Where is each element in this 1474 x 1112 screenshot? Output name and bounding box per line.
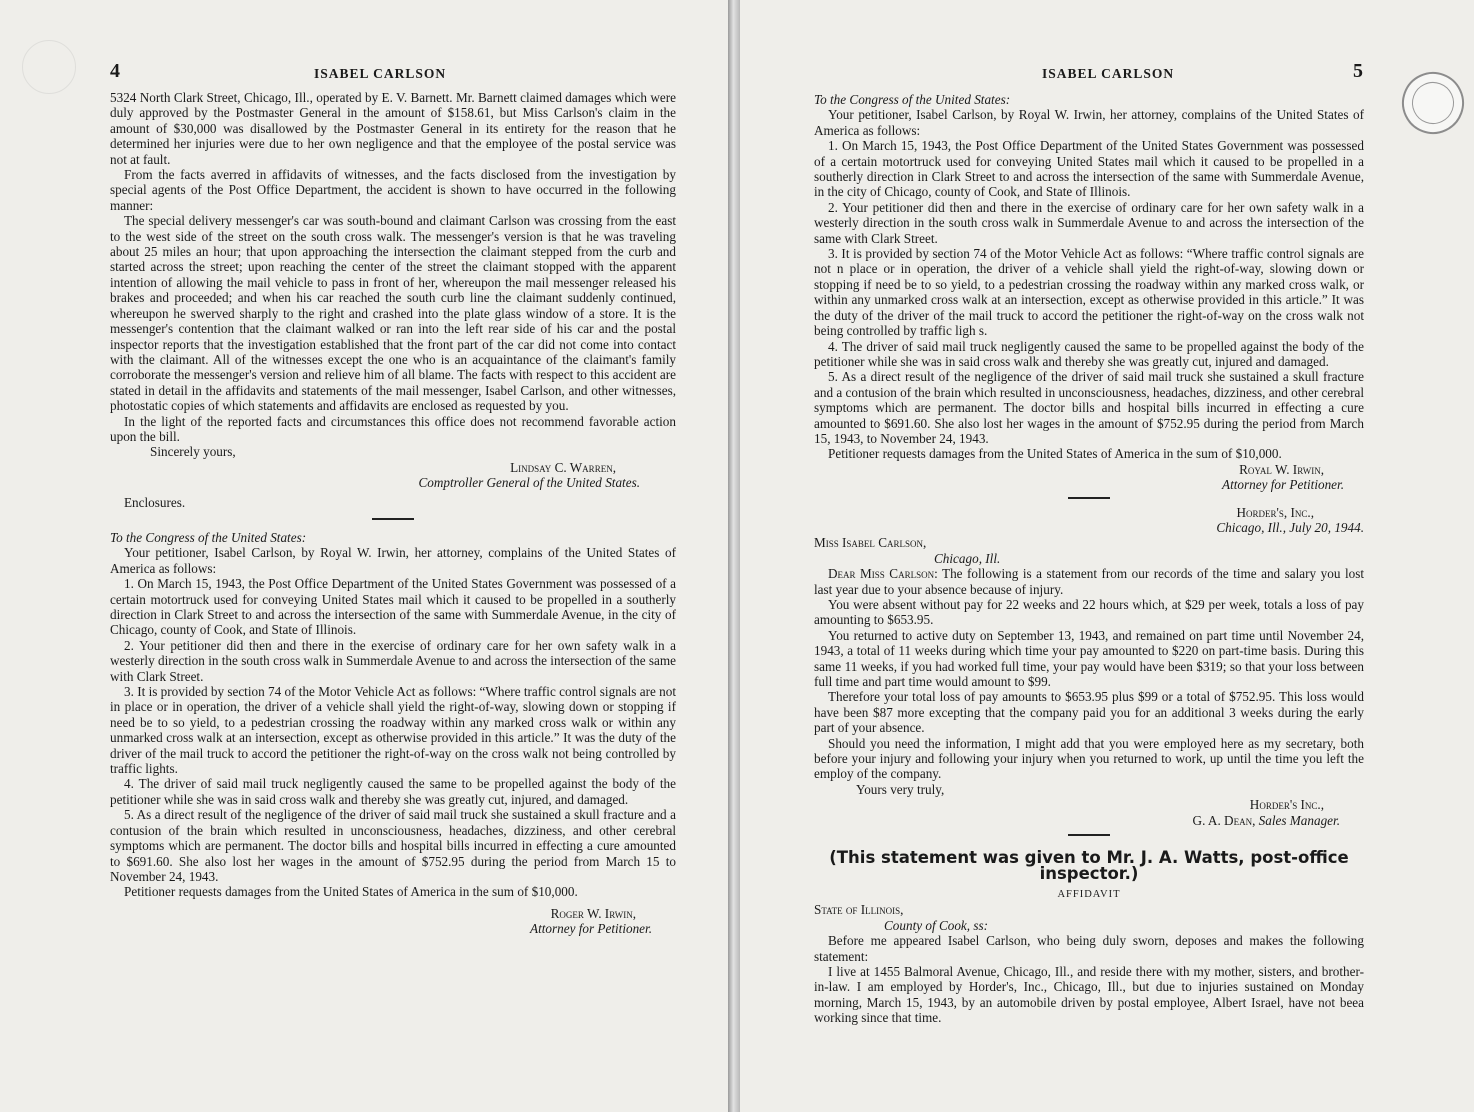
left-page-number: 4 [110, 60, 121, 82]
petition-salutation: To the Congress of the United States: [814, 92, 1011, 107]
closing-signer-title: Sales Manager. [1258, 812, 1340, 828]
petition-paragraph: 5. As a direct result of the negligence of the driver of said mail truck she sustained a skull fracture and a contusion of the brain which resulted in unconsciousness, headaches, dizziness, and other cerebral symptoms which are permanent. The doctor bills and hospital bills incurred in effecting a cure amounted to $691.60. She also lost her wages in the amount of $752.95 during the period from March 15, 1943, to November 24, 1943. [814, 369, 1364, 446]
letter-paragraph: 5324 North Clark Street, Chicago, Ill., operated by E. V. Barnett. Mr. Barnett claimed damages which were duly approved by the Postmaster General in the amount of $158.61, but Miss Carlson's claim in the amount of $30,000 was disallowed by the Postmaster General in its entirety for the reason that he determined her injuries were due to her own negligence and that the employee of the postal service was not at fault. [110, 90, 676, 167]
affidavit-paragraph: Before me appeared Isabel Carlson, who being duly sworn, deposes and makes the following statement: [814, 933, 1364, 964]
petition-paragraph: Petitioner requests damages from the United States of America in the sum of $10,000. [828, 446, 1282, 462]
left-page [0, 0, 728, 1112]
petition-paragraph: Your petitioner, Isabel Carlson, by Royal W. Irwin, her attorney, complains of the United States of America as follows: [814, 107, 1364, 138]
letter-signer-name: Lindsay C. Warren, [510, 459, 616, 475]
petition-paragraph: 2. Your petitioner did then and there in the exercise of ordinary care for her own safety walk in a westerly direction in the south cross walk in Summerdale Avenue to and across the intersection of the same with Clark Street. [814, 199, 1364, 246]
letter-paragraph: You were absent without pay for 22 weeks and 22 hours which, at $29 per week, totals a loss of pay amounting to $653.95. [814, 597, 1364, 628]
petition-salutation: To the Congress of the United States: [110, 529, 307, 545]
addressee-name: Miss Isabel Carlson, [814, 535, 927, 551]
right-page-number: 5 [1353, 60, 1364, 82]
affidavit-heading: AFFIDAVIT [1057, 888, 1121, 900]
petition-paragraph: 3. It is provided by section 74 of the Motor Vehicle Act as follows: “Where traffic control signals are not n place or in operation, the driver of a vehicle shall yield the right-of-way, slowing down or stopping if need be to so yield, to a pedestrian crossing the roadway within any marked cross walk, or within any unmarked cross walk at an intersection, except as otherwise provided in this article.” It was the duty of the driver of the mail truck to accord the petitioner the right-of-way on the cross walk not being controlled by traffic ligh s. [814, 246, 1364, 339]
letter-paragraph [814, 566, 1364, 597]
addressee-city: Chicago, Ill. [934, 550, 1001, 566]
left-body [110, 90, 676, 937]
petition-paragraph: Your petitioner, Isabel Carlson, by Royal W. Irwin, her attorney, complains of the United States of America as follows: [110, 545, 676, 576]
typed-note: (This statement was given to Mr. J. A. Watts, post-office inspector.) [829, 848, 1349, 883]
petition-paragraph: Petitioner requests damages from the United States of America in the sum of $10,000. [124, 884, 578, 900]
letter-closing: Sincerely yours, [150, 444, 236, 460]
petition-signer-title: Attorney for Petitioner. [1222, 477, 1344, 493]
petition-paragraph: 1. On March 15, 1943, the Post Office Department of the United States Government was possessed of a certain motortruck used for conveying United States mail which it caused to be propelled in a southerly direction in Clark Street to and across the intersection of the same with Summerdale Avenue, in the city of Chicago, county of Cook, and State of Illinois. [814, 138, 1364, 200]
letter-paragraph-text: The following is a statement from our records of the time and salary you lost last year due to your absence because of injury. [814, 566, 1364, 597]
letter-signer-title: Comptroller General of the United States. [418, 475, 640, 491]
petition-paragraph: 1. On March 15, 1943, the Post Office Department of the United States Government was possessed of a certain motortruck used for conveying United States mail which it caused to be propelled in a southerly direction in Clark Street to and across the intersection of the same with Summerdale Avenue, in the city of Chicago, county of Cook, and State of Illinois. [110, 576, 676, 638]
library-stamp-icon [1392, 62, 1474, 144]
petition-paragraph: 4. The driver of said mail truck negligently caused the same to be propelled against the body of the petitioner while she was in said cross walk and thereby she was greatly cut, injured, and damaged. [110, 776, 676, 807]
letter-paragraph: You returned to active duty on September 13, 1943, and remained on part time until November 24, 1943, a total of 11 weeks during which time your pay amounted to $220 on part-time basis. During this same 11 weeks, if you had worked full time, your pay would have been $319; so that your loss between full time and part time would amount to $99. [814, 627, 1364, 690]
state-line: State of Illinois, [814, 902, 904, 918]
letter-paragraph: The special delivery messenger's car was south-bound and claimant Carlson was crossing from the east to the west side of the street on the south cross walk. The messenger's version is that he was traveling about 25 miles an hour; that upon approaching the intersection the claimant stepped from the curb and started across the street; upon reaching the center of the street the claimant stopped with the apparent intention of allowing the mail vehicle to pass in front of her, whereupon the mail messenger released his brakes and proceeded; and when his car reached the south curb line the claimant suddenly continued, whereupon he swerved sharply to the right and crashed into the plate glass window of a store. It is the messenger's contention that the claimant walked or ran into the left rear side of his car and the postal inspector reports that the investigation established that the front part of the car did not come into contact with the claimant. All of the witnesses except the one who is an acquaintance of the claimant's family corroborate the messenger's version and relieve him of all blame. The facts with respect to this accident are stated in detail in the affidavits and statements of the mail messenger, Isabel Carlson, and other witnesses, photostatic copies of which statements and affidavits are enclosed as requested by you. [110, 213, 676, 414]
petition-paragraph: 3. It is provided by section 74 of the Motor Vehicle Act as follows: “Where traffic control signals are not in place or in operation, the driver of a vehicle shall yield the right-of-way, slowing down or stopping if need be to so yield, to a pedestrian crossing the roadway within any marked cross walk or within any unmarked cross walk at an intersection, except as otherwise provided in this article.” It was the duty of the driver of the mail truck to accord the petitioner the right-of-way on the cross walk not being controlled by traffic lights. [110, 684, 676, 777]
petition-paragraph: 5. As a direct result of the negligence of the driver of said mail truck she sustained a skull fracture and a contusion of the brain which resulted in unconsciousness, headaches, dizziness, and other cerebral symptoms which are permanent. The doctor bills and hospital bills incurred in effecting a cure amounted to $691.60. She also lost her wages in the amount of $752.95 during the period from March 15 to November 24, 1943. [110, 807, 676, 884]
right-page [740, 0, 1474, 1112]
left-running-head [110, 60, 676, 90]
letter-paragraph: In the light of the reported facts and circumstances this office does not recommend favorable action upon the bill. [110, 413, 676, 444]
affidavit-paragraph: I live at 1455 Balmoral Avenue, Chicago, Ill., and reside there with my mother, sisters, and brother-in-law. I am employed by Horder's, Inc., Chicago, Ill., but due to injuries sustained on Monday morning, March 15, 1943, by an automobile driven by postal employee, Albert Israel, have not beea working since that time. [814, 963, 1364, 1026]
right-body [814, 92, 1364, 1026]
petition-signer-name: Roger W. Irwin, [550, 905, 636, 921]
petition-signer-title: Attorney for Petitioner. [530, 921, 652, 937]
section-divider [372, 518, 414, 520]
petition-paragraph: 4. The driver of said mail truck negligently caused the same to be propelled against the body of the petitioner while she was in said cross walk and thereby she was greatly cut, injured and damaged. [814, 338, 1364, 369]
company-name: Horder's, Inc., [1236, 504, 1314, 520]
enclosures-line: Enclosures. [124, 494, 186, 510]
petition-signer-name: Royal W. Irwin, [1239, 461, 1324, 477]
faint-library-stamp-icon [22, 40, 76, 94]
letter-salutation: Dear Miss Carlson: [828, 566, 938, 582]
closing-signer-name: G. A. Dean, [1192, 812, 1256, 828]
letter-closing: Yours very truly, [856, 781, 945, 797]
book-gutter [728, 0, 740, 1112]
closing-company: Horder's Inc., [1249, 797, 1324, 813]
letter-paragraph: Therefore your total loss of pay amounts to $653.95 plus $99 or a total of $752.95. This loss would have been $87 more excepting that the company paid you for an additional 3 weeks during the early part of your absence. [814, 689, 1364, 736]
left-running-title: ISABEL CARLSON [314, 66, 447, 81]
letter-paragraph: Should you need the information, I might add that you were employed here as my secretary, both before your injury and following your injury when you returned to work, up until the time you left the employ of the company. [814, 735, 1364, 782]
section-divider [1068, 834, 1110, 836]
county-line: County of Cook, ss: [884, 917, 989, 933]
petition-paragraph: 2. Your petitioner did then and there in the exercise of ordinary care for her own safety walk in a westerly direction in the south cross walk in Summerdale Avenue to and across the intersection of the same with Clark Street. [110, 637, 676, 684]
letter-paragraph: From the facts averred in affidavits of witnesses, and the facts disclosed from the investigation by special agents of the Post Office Department, the accident is shown to have occurred in the following manner: [110, 167, 676, 213]
right-running-head [814, 60, 1364, 90]
section-divider [1068, 497, 1110, 499]
letter-dateline: Chicago, Ill., July 20, 1944. [1216, 519, 1364, 535]
right-running-title: ISABEL CARLSON [1042, 66, 1175, 81]
